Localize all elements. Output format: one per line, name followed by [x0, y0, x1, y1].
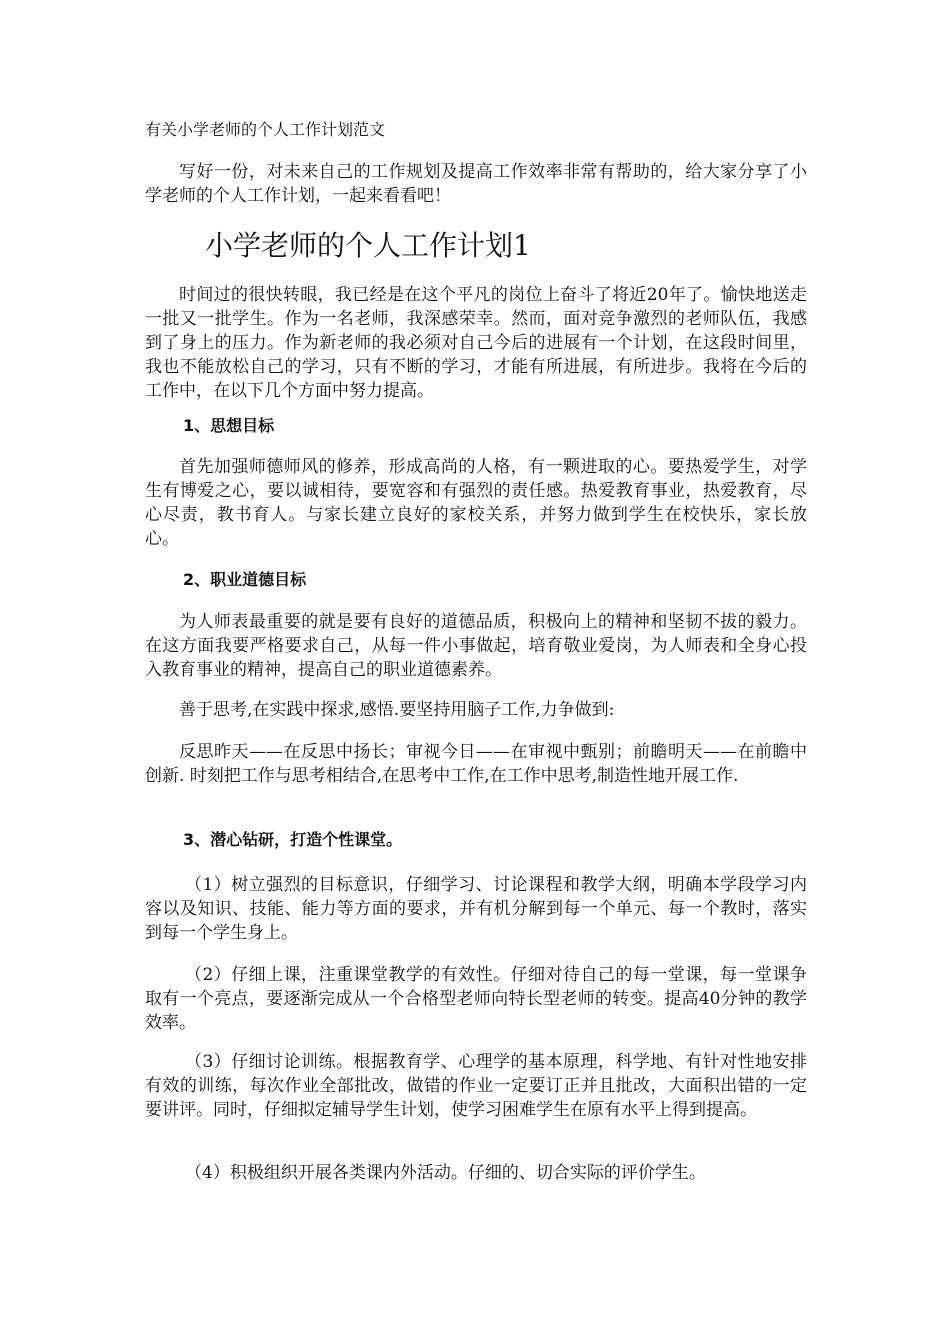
list-item-2: （2）仔细上课，注重课堂教学的有效性。仔细对待自己的每一堂课，每一堂课争取有一个亮点，要逐渐完成从一个合格型老师向特长型老师的转变。提高40分钟的教学效率。: [145, 965, 807, 1033]
subheading-1: 1、思想目标: [183, 416, 275, 435]
body-paragraph-2: 首先加强师德师风的修养，形成高尚的人格，有一颗进取的心。要热爱学生，对学生有博爱之心，要以诚相待，要宽容和有强烈的责任感。热爱教育事业，热爱教育，尽心尽责，教书育人。与家长建立良好的家校关系，并努力做到学生在校快乐，家长放心。: [145, 457, 807, 549]
body-paragraph-5: 反思昨天——在反思中扬长；审视今日——在审视中甄别；前瞻明天——在前瞻中创新. 时刻把工作与思考相结合,在思考中工作,在工作中思考,制造性地开展工作.: [145, 742, 807, 786]
subheading-2: 2、职业道德目标: [183, 570, 307, 589]
document-title: 有关小学老师的个人工作计划范文: [145, 120, 386, 139]
intro-paragraph: 写好一份，对未来自己的工作规划及提高工作效率非常有帮助的，给大家分享了小学老师的个人工作计划，一起来看看吧！: [145, 162, 807, 206]
body-paragraph-1: 时间过的很快转眼，我已经是在这个平凡的岗位上奋斗了将近20年了。愉快地送走一批又一批学生。作为一名老师，我深感荣幸。然而，面对竞争激烈的老师队伍，我感到了身上的压力。作为新老师的我必须对自己今后的进展有一个计划，在这段时间里，我也不能放松自己的学习，只有不断的学习，才能有所进展，有所进步。我将在今后的工作中，在以下几个方面中努力提高。: [145, 285, 807, 401]
subheading-3: 3、潜心钻研，打造个性课堂。: [183, 830, 403, 849]
list-item-4: （4）积极组织开展各类课内外活动。仔细的、切合实际的评价学生。: [185, 1163, 706, 1183]
list-item-3: （3）仔细讨论训练。根据教育学、心理学的基本原理，科学地、有针对性地安排有效的训练，每次作业全部批改，做错的作业一定要订正并且批改，大面积出错的一定要讲评。同时，仔细拟定辅导学生计划，使学习困难学生在原有水平上得到提高。: [145, 1052, 807, 1120]
section-heading: 小学老师的个人工作计划1: [205, 229, 531, 262]
body-paragraph-4: 善于思考,在实践中探求,感悟.要坚持用脑子工作,力争做到:: [179, 700, 615, 720]
list-item-1: （1）树立强烈的目标意识，仔细学习、讨论课程和教学大纲，明确本学段学习内容以及知识、技能、能力等方面的要求，并有机分解到每一个单元、每一个教时，落实到每一个学生身上。: [145, 875, 807, 943]
body-paragraph-3: 为人师表最重要的就是要有良好的道德品质，积极向上的精神和坚韧不拔的毅力。在这方面我要严格要求自己，从每一件小事做起，培育敬业爱岗，为人师表和全身心投入教育事业的精神，提高自己的职业道德素养。: [145, 612, 807, 680]
